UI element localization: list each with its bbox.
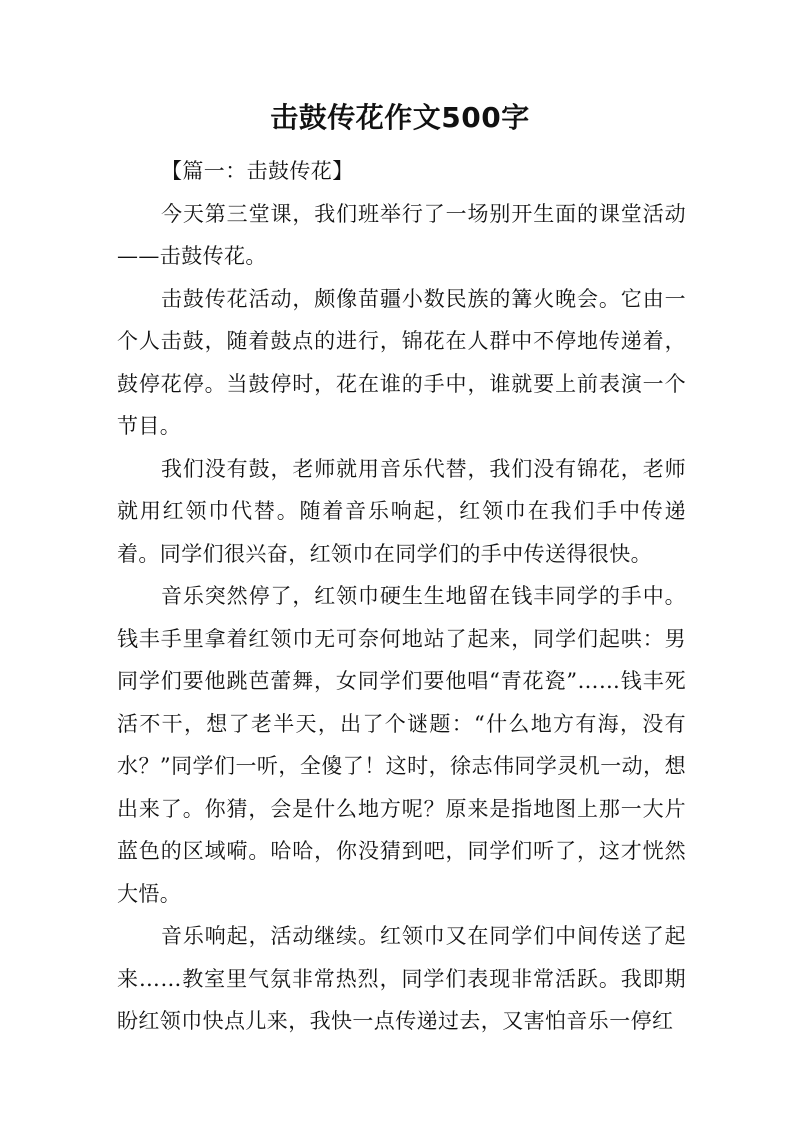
paragraph-1: 今天第三堂课，我们班举行了一场别开生面的课堂活动——击鼓传花。 [117, 201, 686, 268]
section-heading: 【篇一：击鼓传花】 [161, 159, 354, 183]
paragraph-2: 击鼓传花活动，颇像苗疆小数民族的篝火晚会。它由一个人击鼓，随着鼓点的进行，锦花在人群中不停地传递着，鼓停花停。当鼓停时，花在谁的手中，谁就要上前表演一个节目。 [117, 286, 686, 438]
paragraph-3: 我们没有鼓，老师就用音乐代替，我们没有锦花，老师就用红领巾代替。随着音乐响起，红领巾在我们手中传递着。同学们很兴奋，红领巾在同学们的手中传送得很快。 [117, 456, 686, 566]
document-title: 击鼓传花作文500字 [270, 101, 530, 134]
paragraph-5: 音乐响起，活动继续。红领巾又在同学们中间传送了起来……教室里气氛非常热烈，同学们表现非常活跃。我即期盼红领巾快点儿来，我快一点传递过去，又害怕音乐一停红 [117, 924, 686, 1033]
paragraph-4: 音乐突然停了，红领巾硬生生地留在钱丰同学的手中。钱丰手里拿着红领巾无可奈何地站了起来，同学们起哄：男同学们要他跳芭蕾舞，女同学们要他唱“青花瓷”……钱丰死活不干，想了老半天，出了个谜题：“什么地方有海，没有水？”同学们一听，全傻了！这时，徐志伟同学灵机一动，想出来了。你猜，会是什么地方呢？原来是指地图上那一大片蓝色的区域嗬。哈哈，你没猜到吧，同学们听了，这才恍然大悟。 [117, 584, 686, 906]
document-body [117, 150, 686, 1043]
